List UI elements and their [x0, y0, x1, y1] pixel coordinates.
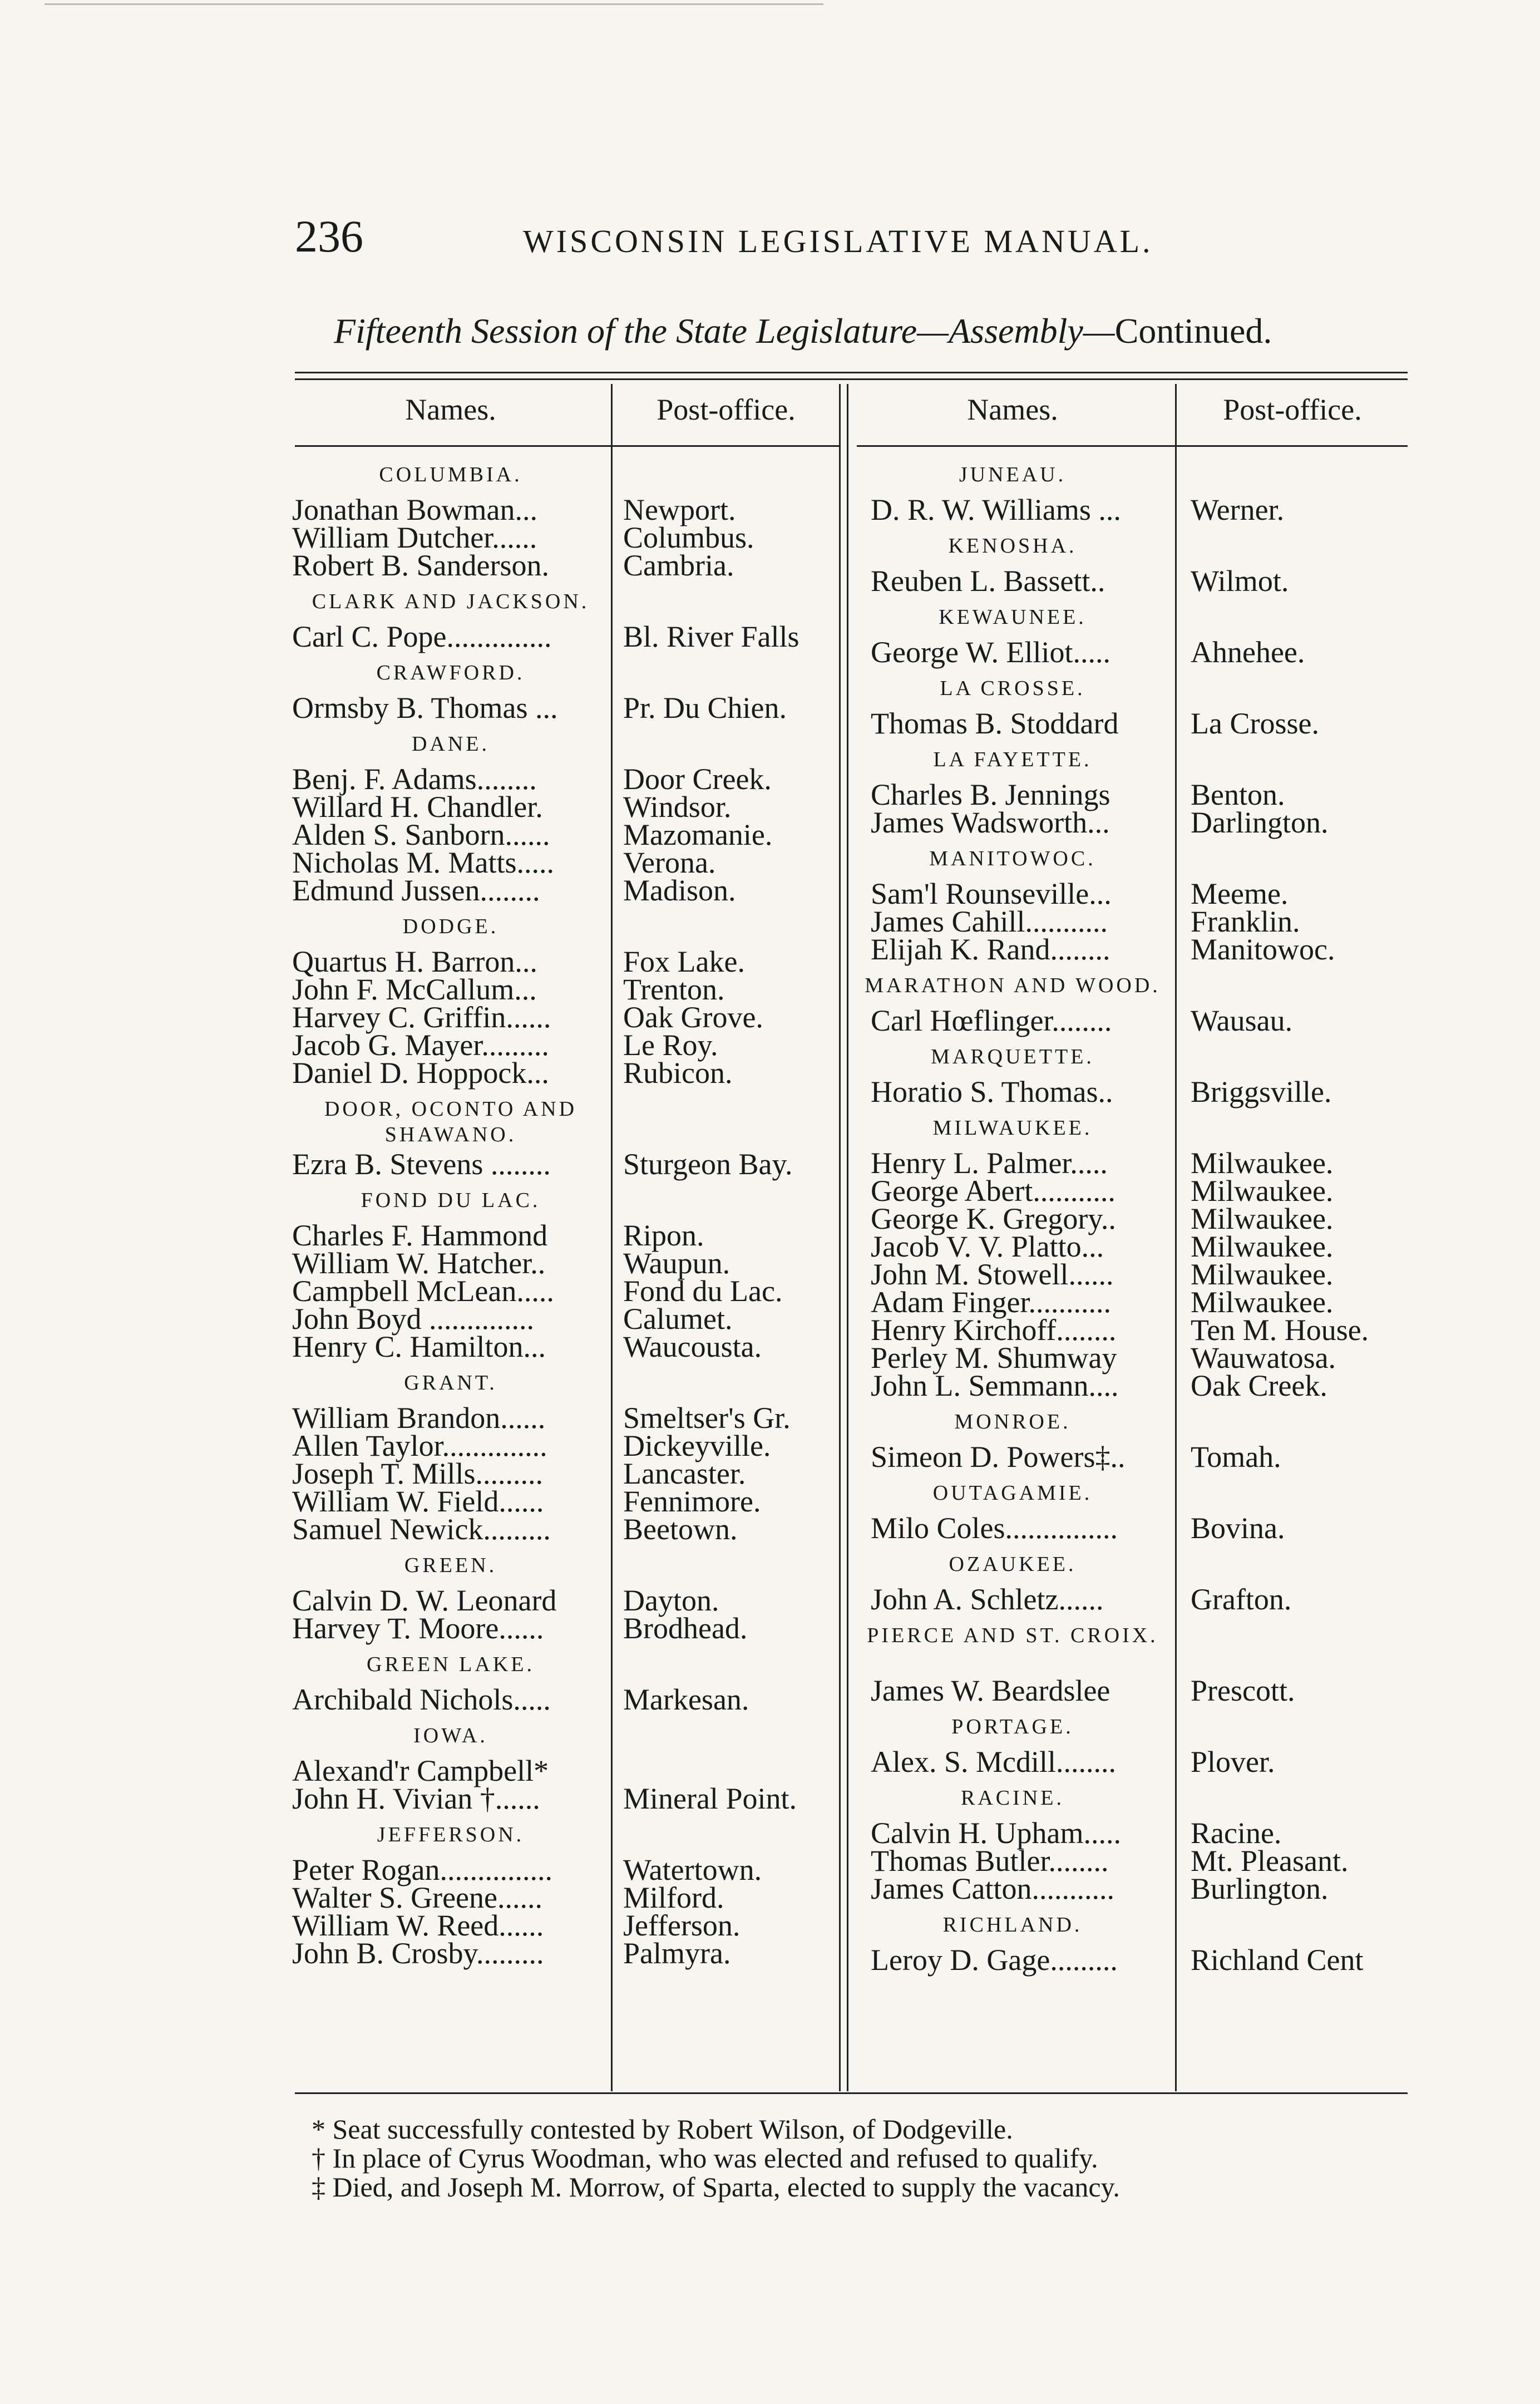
post-office: Plover. [1191, 1745, 1275, 1779]
table-top-rule-2 [295, 378, 1408, 380]
member-name: James W. Beardslee [871, 1674, 1110, 1707]
county-heading: JUNEAU. [959, 463, 1067, 486]
member-name: Allen Taylor.............. [292, 1429, 547, 1462]
member-name: Edmund Jussen........ [292, 874, 540, 907]
post-office: Sturgeon Bay. [623, 1147, 793, 1181]
table-bottom-rule [295, 2092, 1408, 2094]
member-name: Calvin D. W. Leonard [292, 1584, 557, 1617]
post-office: Milwaukee. [1191, 1230, 1334, 1263]
post-office: Burlington. [1191, 1872, 1329, 1905]
post-office: Milwaukee. [1191, 1285, 1334, 1319]
member-name: Calvin H. Upham..... [871, 1816, 1121, 1850]
county-heading: MONROE. [954, 1410, 1071, 1433]
post-office: Calumet. [623, 1302, 733, 1336]
post-office: Dayton. [623, 1584, 719, 1617]
county-heading: DOOR, OCONTO AND SHAWANO. [324, 1097, 578, 1146]
county-heading: RICHLAND. [942, 1913, 1083, 1937]
header-rule-left [295, 445, 840, 447]
running-head: WISCONSIN LEGISLATIVE MANUAL. [523, 223, 1153, 259]
post-office: Le Roy. [623, 1028, 718, 1062]
post-office: Wilmot. [1191, 564, 1289, 598]
post-office: Wauwatosa. [1191, 1341, 1336, 1375]
post-office: Lancaster. [623, 1457, 746, 1490]
member-name: Charles F. Hammond [292, 1219, 548, 1252]
post-office: Milwaukee. [1191, 1202, 1334, 1235]
post-office: Richland Cent [1191, 1943, 1364, 1977]
col-divider-right [1175, 384, 1177, 2091]
header-post-office-left: Post-office. [657, 393, 796, 426]
header-rule-right [857, 445, 1408, 447]
member-name: Campbell McLean..... [292, 1274, 554, 1308]
county-heading: MILWAUKEE. [932, 1116, 1093, 1140]
county-heading: RACINE. [961, 1786, 1064, 1810]
post-office: Waucousta. [623, 1330, 762, 1363]
county-heading: GREEN LAKE. [367, 1653, 535, 1676]
county-heading: IOWA. [413, 1724, 488, 1747]
post-office: Palmyra. [623, 1937, 731, 1970]
member-name: Sam'l Rounseville... [871, 877, 1112, 910]
post-office: Grafton. [1191, 1583, 1292, 1616]
post-office: Fox Lake. [623, 945, 745, 978]
header-names-left: Names. [405, 393, 496, 426]
table-top-rule [295, 372, 1408, 373]
member-name: Ezra B. Stevens ........ [292, 1147, 551, 1181]
post-office: Meeme. [1191, 877, 1289, 910]
county-heading: GRANT. [404, 1371, 497, 1395]
member-name: Quartus H. Barron... [292, 945, 537, 978]
post-office: Brodhead. [623, 1612, 748, 1645]
post-office: Pr. Du Chien. [623, 691, 787, 725]
county-heading: OZAUKEE. [949, 1553, 1077, 1576]
member-name: Milo Coles............... [871, 1511, 1118, 1545]
post-office: Ten M. House. [1191, 1313, 1369, 1347]
post-office: Columbus. [623, 521, 754, 554]
member-name: Adam Finger........... [871, 1285, 1111, 1319]
post-office: Milwaukee. [1191, 1146, 1334, 1180]
member-name: Joseph T. Mills......... [292, 1457, 544, 1490]
county-heading: CRAWFORD. [376, 661, 525, 684]
county-heading: MANITOWOC. [929, 847, 1096, 870]
member-name: Thomas B. Stoddard [871, 707, 1119, 740]
post-office: Ripon. [623, 1219, 704, 1252]
member-name: Alex. S. Mcdill........ [871, 1745, 1116, 1779]
post-office: Milwaukee. [1191, 1258, 1334, 1291]
member-name: Alexand'r Campbell* [292, 1754, 549, 1787]
post-office: Newport. [623, 493, 736, 526]
member-name: John A. Schletz...... [871, 1583, 1104, 1616]
post-office: Rubicon. [623, 1056, 733, 1090]
post-office: La Crosse. [1191, 707, 1319, 740]
post-office: Trenton. [623, 973, 725, 1006]
county-heading: DODGE. [402, 915, 499, 938]
member-name: Nicholas M. Matts..... [292, 846, 554, 879]
footnote-dagger: † In place of Cyrus Woodman, who was elected and refused to qualify. [312, 2142, 1098, 2174]
member-name: George W. Elliot..... [871, 636, 1110, 669]
county-heading: MARQUETTE. [931, 1045, 1094, 1068]
post-office: Tomah. [1191, 1440, 1281, 1474]
post-office: Windsor. [623, 790, 732, 824]
post-office: Waupun. [623, 1247, 730, 1280]
county-heading: CLARK AND JACKSON. [312, 590, 590, 613]
member-name: Ormsby B. Thomas ... [292, 691, 558, 725]
member-name: Benj. F. Adams........ [292, 762, 537, 796]
member-name: Walter S. Greene...... [292, 1881, 542, 1914]
post-office: Oak Creek. [1191, 1369, 1327, 1402]
member-name: Reuben L. Bassett.. [871, 564, 1105, 598]
post-office: Prescott. [1191, 1674, 1295, 1707]
member-name: Archibald Nichols..... [292, 1683, 551, 1716]
member-name: Harvey C. Griffin...... [292, 1001, 551, 1034]
post-office: Franklin. [1191, 905, 1300, 938]
footnote-double-dagger: ‡ Died, and Joseph M. Morrow, of Sparta, elected to supply the vacancy. [312, 2171, 1120, 2203]
post-office: Bl. River Falls [623, 620, 799, 653]
member-name: Alden S. Sanborn...... [292, 818, 550, 851]
post-office: Beetown. [623, 1513, 738, 1546]
member-name: William W. Field...... [292, 1485, 544, 1518]
post-office: Ahnehee. [1191, 636, 1305, 669]
session-title-roman: Continued. [1114, 311, 1272, 351]
member-name: Carl C. Pope.............. [292, 620, 552, 653]
member-name: Carl Hœflinger........ [871, 1004, 1112, 1037]
scan-edge-line [45, 3, 823, 5]
county-heading: PIERCE AND ST. CROIX. [867, 1624, 1158, 1647]
member-name: John H. Vivian †...... [292, 1782, 540, 1815]
county-heading: LA FAYETTE. [933, 748, 1092, 771]
session-title-italic: Fifteenth Session of the State Legislature—Assembly— [334, 311, 1115, 351]
member-name: William Brandon...... [292, 1401, 546, 1435]
member-name: Peter Rogan............... [292, 1853, 552, 1886]
member-name: John F. McCallum... [292, 973, 537, 1006]
post-office: Markesan. [623, 1683, 749, 1716]
post-office: Racine. [1191, 1816, 1282, 1850]
post-office: Fennimore. [623, 1485, 761, 1518]
post-office: Werner. [1191, 493, 1285, 526]
member-name: William W. Hatcher.. [292, 1247, 546, 1280]
member-name: George Abert........... [871, 1174, 1115, 1208]
post-office: Dickeyville. [623, 1429, 771, 1462]
member-name: George K. Gregory.. [871, 1202, 1116, 1235]
member-name: Robert B. Sanderson. [292, 549, 549, 582]
member-name: John Boyd .............. [292, 1302, 535, 1336]
member-name: Charles B. Jennings [871, 778, 1110, 811]
post-office: Oak Grove. [623, 1001, 763, 1034]
footnotes [312, 2115, 1120, 2201]
footnote-asterisk: * Seat successfully contested by Robert Wilson, of Dodgeville. [312, 2114, 1013, 2145]
county-heading: KEWAUNEE. [939, 605, 1087, 629]
post-office: Mineral Point. [623, 1782, 797, 1815]
member-name: Simeon D. Powers‡.. [871, 1440, 1126, 1474]
member-name: Samuel Newick......... [292, 1513, 551, 1546]
member-name: Henry Kirchoff........ [871, 1313, 1117, 1347]
post-office: Door Creek. [623, 762, 772, 796]
member-name: John L. Semmann.... [871, 1369, 1119, 1402]
post-office: Wausau. [1191, 1004, 1293, 1037]
post-office: Darlington. [1191, 806, 1329, 839]
member-name: Henry L. Palmer..... [871, 1146, 1108, 1180]
member-name: William Dutcher...... [292, 521, 537, 554]
county-heading: OUTAGAMIE. [932, 1481, 1093, 1505]
member-name: D. R. W. Williams ... [871, 493, 1121, 526]
col-divider-center-b [847, 384, 848, 2091]
post-office: Briggsville. [1191, 1075, 1332, 1109]
post-office: Smeltser's Gr. [623, 1401, 791, 1435]
session-title [334, 311, 1272, 352]
header-names-right: Names. [967, 393, 1058, 426]
member-name: John B. Crosby......... [292, 1937, 544, 1970]
header-post-office-right: Post-office. [1223, 393, 1362, 426]
post-office: Verona. [623, 846, 716, 879]
post-office: Milford. [623, 1881, 724, 1914]
post-office: Madison. [623, 874, 736, 907]
col-divider-center-a [839, 384, 841, 2091]
member-name: John M. Stowell...... [871, 1258, 1114, 1291]
county-heading: LA CROSSE. [940, 677, 1085, 700]
member-name: Jacob G. Mayer......... [292, 1028, 549, 1062]
member-name: Daniel D. Hoppock... [292, 1056, 549, 1090]
member-name: Perley M. Shumway [871, 1341, 1117, 1375]
county-heading: JEFFERSON. [377, 1823, 525, 1846]
member-name: James Wadsworth... [871, 806, 1110, 839]
member-name: Willard H. Chandler. [292, 790, 543, 824]
post-office: Mt. Pleasant. [1191, 1844, 1349, 1878]
post-office: Watertown. [623, 1853, 762, 1886]
post-office: Milwaukee. [1191, 1174, 1334, 1208]
county-heading: KENOSHA. [948, 534, 1077, 558]
member-name: Elijah K. Rand........ [871, 933, 1110, 966]
post-office: Jefferson. [623, 1909, 741, 1942]
post-office: Mazomanie. [623, 818, 773, 851]
post-office: Bovina. [1191, 1511, 1285, 1545]
post-office: Benton. [1191, 778, 1285, 811]
member-name: Henry C. Hamilton... [292, 1330, 546, 1363]
member-name: James Catton........... [871, 1872, 1114, 1905]
page-number: 236 [295, 211, 363, 262]
member-name: Horatio S. Thomas.. [871, 1075, 1113, 1109]
member-name: Leroy D. Gage......... [871, 1943, 1118, 1977]
county-heading: COLUMBIA. [379, 463, 522, 486]
member-name: Jacob V. V. Platto... [871, 1230, 1104, 1263]
post-office: Cambria. [623, 549, 734, 582]
county-heading: FOND DU LAC. [361, 1189, 541, 1212]
col-divider-left [611, 384, 613, 2091]
post-office: Manitowoc. [1191, 933, 1335, 966]
county-heading: PORTAGE. [951, 1715, 1074, 1738]
county-heading: GREEN. [404, 1554, 497, 1577]
county-heading: MARATHON AND WOOD. [865, 974, 1161, 997]
member-name: Thomas Butler........ [871, 1844, 1109, 1878]
member-name: James Cahill........... [871, 905, 1108, 938]
county-heading: DANE. [411, 732, 490, 756]
member-name: William W. Reed...... [292, 1909, 544, 1942]
member-name: Harvey T. Moore...... [292, 1612, 544, 1645]
post-office: Fond du Lac. [623, 1274, 783, 1308]
member-name: Jonathan Bowman... [292, 493, 537, 526]
